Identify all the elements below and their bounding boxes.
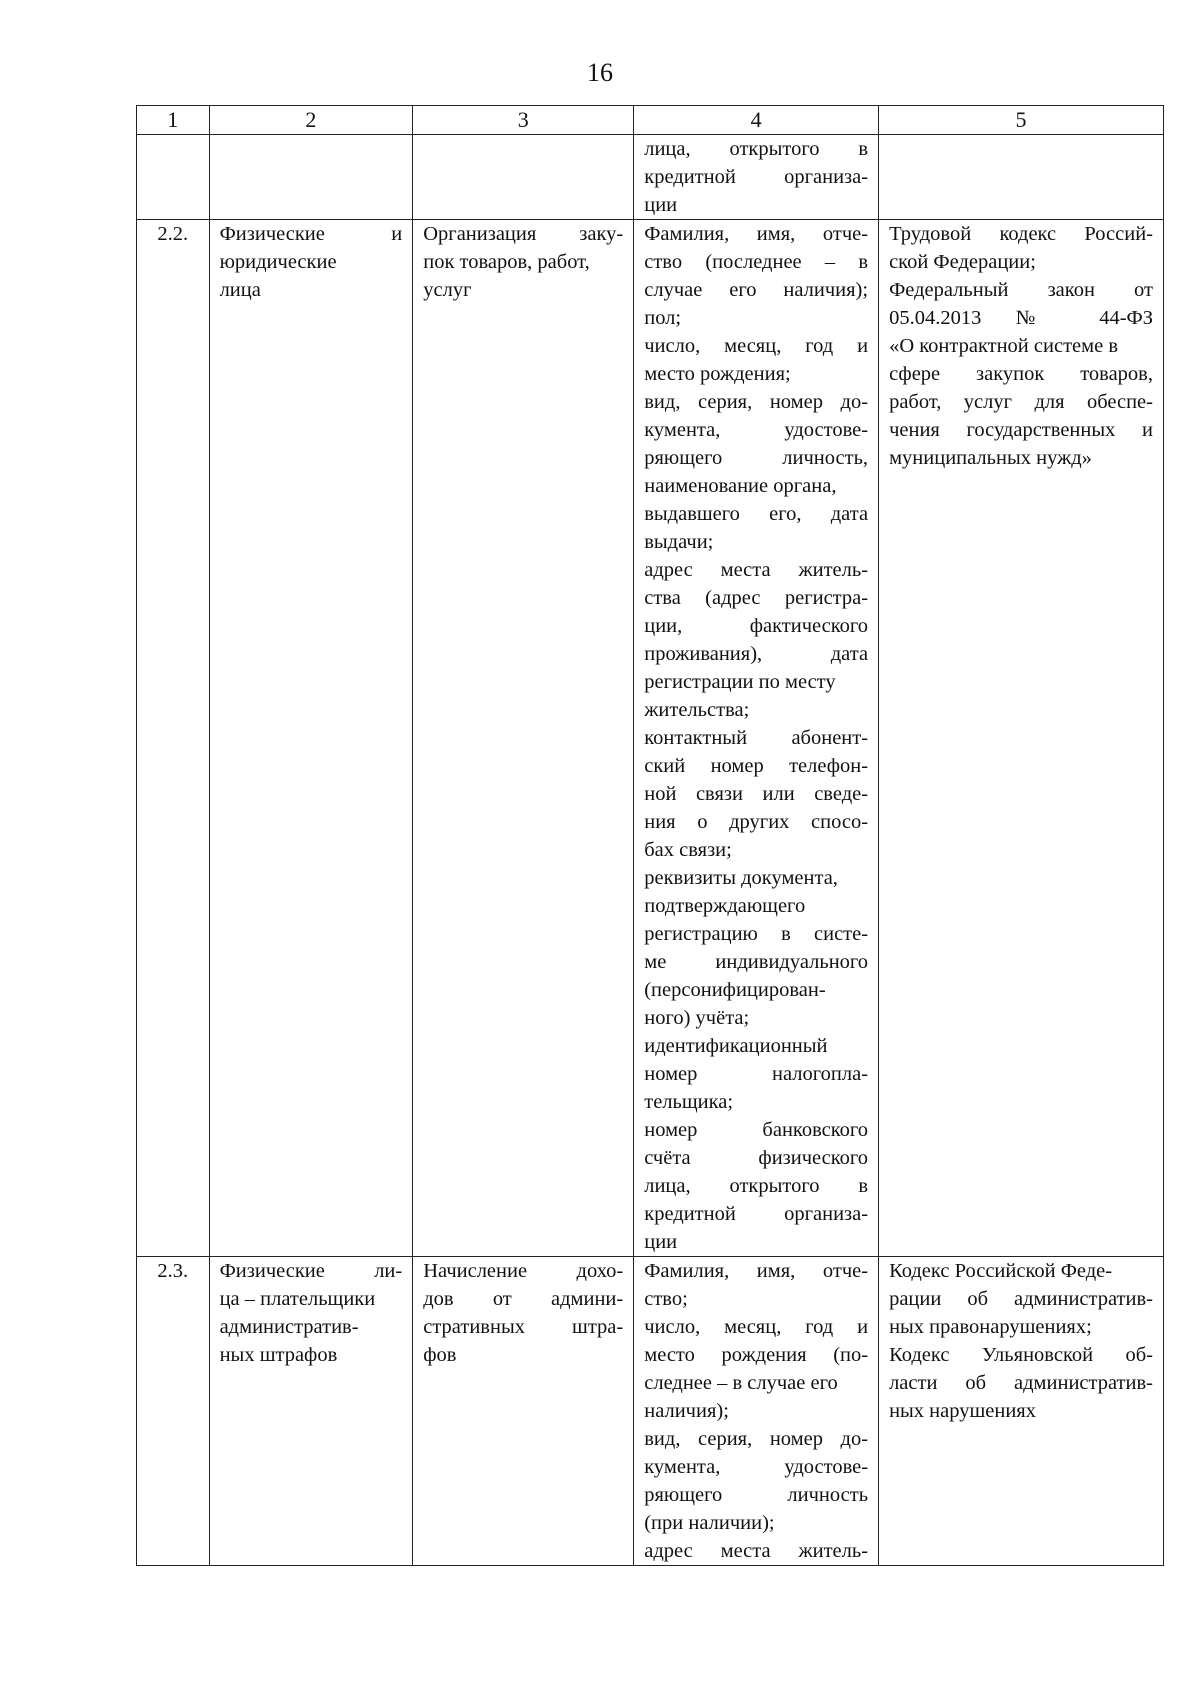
legal-basis-cell — [879, 1257, 1164, 1566]
personal-data-list-cell-line: лица, открытого в — [644, 1175, 869, 1197]
personal-data-list-cell-line: Фамилия, имя, отче- — [644, 223, 869, 245]
legal-basis-cell-line: муниципальных нужд» — [889, 447, 1092, 469]
personal-data-list-cell-line: ния о других спосо- — [644, 811, 869, 833]
personal-data-list-cell-line: тельщика; — [644, 1091, 734, 1113]
legal-basis-cell-line: 05.04.2013 № 44-ФЗ — [889, 307, 1153, 329]
personal-data-table — [136, 105, 1164, 1566]
personal-data-list-cell — [634, 135, 879, 220]
table-row — [137, 1257, 1164, 1566]
personal-data-list-cell-line: кредитной организа- — [644, 166, 869, 188]
personal-data-list-cell-line: ства (адрес регистра- — [644, 587, 869, 609]
personal-data-list-cell-line: кумента, удостове- — [644, 1456, 869, 1478]
personal-data-list-cell-line: ции, фактического — [644, 615, 869, 637]
personal-data-list-cell-line: идентификационный — [644, 1035, 828, 1057]
personal-data-list-cell-line: регистрацию в систе- — [644, 923, 869, 945]
personal-data-list-cell-line: место рождения; — [644, 363, 791, 385]
personal-data-list-cell-line: бах связи; — [644, 839, 732, 861]
personal-data-list-cell-line: регистрации по месту — [644, 671, 836, 693]
personal-data-list-cell-line: лица, открытого в — [644, 138, 869, 160]
row-number: 2.2. — [137, 220, 210, 1257]
processing-purpose-cell — [413, 1257, 634, 1566]
personal-data-list-cell-line: вид, серия, номер до- — [644, 1428, 869, 1450]
processing-purpose-cell-line: Начисление дохо- — [423, 1260, 624, 1282]
personal-data-list-cell-line: ство (последнее – в — [644, 251, 869, 273]
data-subjects-cell-line: юридические — [219, 251, 337, 273]
personal-data-list-cell-line: Фамилия, имя, отче- — [644, 1260, 869, 1282]
personal-data-list-cell — [634, 1257, 879, 1566]
personal-data-list-cell-line: ме индивидуального — [644, 951, 869, 973]
data-subjects-cell-line: административ- — [219, 1316, 359, 1338]
personal-data-list-cell-line: подтверждающего — [644, 895, 806, 917]
personal-data-list-cell-line: ного) учёта; — [644, 1007, 750, 1029]
data-subjects-cell-line: лица — [219, 279, 261, 301]
personal-data-list-cell-line: номер банковского — [644, 1119, 869, 1141]
processing-purpose-cell — [413, 135, 634, 220]
legal-basis-cell-line: чения государственных и — [889, 419, 1153, 441]
personal-data-list-cell-line: число, месяц, год и — [644, 335, 869, 357]
personal-data-list-cell-line: (при наличии); — [644, 1512, 775, 1534]
personal-data-list-cell-line: ство; — [644, 1288, 688, 1310]
legal-basis-cell-line: ской Федерации; — [889, 251, 1036, 273]
processing-purpose-cell-line: стративных штра- — [423, 1316, 624, 1338]
legal-basis-cell-line: Федеральный закон от — [889, 279, 1153, 301]
personal-data-list-cell-line: адрес места житель- — [644, 1540, 869, 1562]
column-header-2: 2 — [209, 106, 413, 135]
legal-basis-cell-line: ных правонарушениях; — [889, 1316, 1092, 1338]
personal-data-list-cell-line: ции — [644, 194, 678, 216]
legal-basis-cell-line: Трудовой кодекс Россий- — [889, 223, 1153, 245]
row-number: 2.3. — [137, 1257, 210, 1566]
personal-data-list-cell-line: (персонифицирован- — [644, 979, 826, 1001]
row-number — [137, 135, 210, 220]
processing-purpose-cell-line: услуг — [423, 279, 472, 301]
legal-basis-cell-line: работ, услуг для обеспе- — [889, 391, 1153, 413]
legal-basis-cell-line: «О контрактной системе в — [889, 335, 1119, 357]
column-header-3: 3 — [413, 106, 634, 135]
personal-data-list-cell-line: наименование органа, — [644, 475, 837, 497]
legal-basis-cell-line: ных нарушениях — [889, 1400, 1036, 1422]
personal-data-list-cell-line: выдавшего его, дата — [644, 503, 869, 525]
personal-data-list-cell-line: ряющего личность, — [644, 447, 869, 469]
personal-data-list-cell-line: случае его наличия); — [644, 279, 869, 301]
personal-data-list-cell-line: счёта физического — [644, 1147, 869, 1169]
processing-purpose-cell — [413, 220, 634, 1257]
personal-data-list-cell-line: номер налогопла- — [644, 1063, 869, 1085]
personal-data-list-cell-line: жительства; — [644, 699, 750, 721]
personal-data-list-cell-line: наличия); — [644, 1400, 729, 1422]
personal-data-list-cell-line: вид, серия, номер до- — [644, 391, 869, 413]
column-header-1: 1 — [137, 106, 210, 135]
table-row — [137, 220, 1164, 1257]
personal-data-list-cell-line: ции — [644, 1231, 678, 1253]
processing-purpose-cell-line: пок товаров, работ, — [423, 251, 590, 273]
personal-data-list-cell-line: следнее – в случае его — [644, 1372, 838, 1394]
table-row — [137, 135, 1164, 220]
processing-purpose-cell-line: фов — [423, 1344, 457, 1366]
personal-data-list-cell — [634, 220, 879, 1257]
data-subjects-cell-line: ца – плательщики — [219, 1288, 376, 1310]
data-subjects-cell-line: Физические ли- — [219, 1260, 403, 1282]
personal-data-list-cell-line: выдачи; — [644, 531, 714, 553]
header-row — [137, 106, 1164, 135]
personal-data-list-cell-line: кредитной организа- — [644, 1203, 869, 1225]
data-subjects-cell — [209, 135, 413, 220]
legal-basis-cell-line: рации об административ- — [889, 1288, 1153, 1310]
personal-data-list-cell-line: место рождения (по- — [644, 1344, 869, 1366]
data-subjects-cell — [209, 1257, 413, 1566]
legal-basis-cell-line: Кодекс Российской Феде- — [889, 1260, 1113, 1282]
personal-data-list-cell-line: адрес места житель- — [644, 559, 869, 581]
personal-data-list-cell-line: кумента, удостове- — [644, 419, 869, 441]
legal-basis-cell — [879, 220, 1164, 1257]
personal-data-list-cell-line: проживания), дата — [644, 643, 869, 665]
legal-basis-cell — [879, 135, 1164, 220]
personal-data-list-cell-line: число, месяц, год и — [644, 1316, 869, 1338]
column-header-5: 5 — [879, 106, 1164, 135]
personal-data-list-cell-line: ряющего личность — [644, 1484, 869, 1506]
personal-data-list-cell-line: ский номер телефон- — [644, 755, 869, 777]
page-number: 16 — [587, 58, 613, 87]
personal-data-list-cell-line: реквизиты документа, — [644, 867, 838, 889]
personal-data-list-cell-line: ной связи или сведе- — [644, 783, 869, 805]
legal-basis-cell-line: сфере закупок товаров, — [889, 363, 1153, 385]
column-header-4: 4 — [634, 106, 879, 135]
legal-basis-cell-line: Кодекс Ульяновской об- — [889, 1344, 1153, 1366]
processing-purpose-cell-line: дов от админи- — [423, 1288, 624, 1310]
personal-data-list-cell-line: пол; — [644, 307, 682, 329]
data-subjects-cell-line: Физические и — [219, 223, 403, 245]
data-subjects-cell — [209, 220, 413, 1257]
personal-data-list-cell-line: контактный абонент- — [644, 727, 869, 749]
data-subjects-cell-line: ных штрафов — [219, 1344, 338, 1366]
processing-purpose-cell-line: Организация заку- — [423, 223, 624, 245]
legal-basis-cell-line: ласти об административ- — [889, 1372, 1153, 1394]
